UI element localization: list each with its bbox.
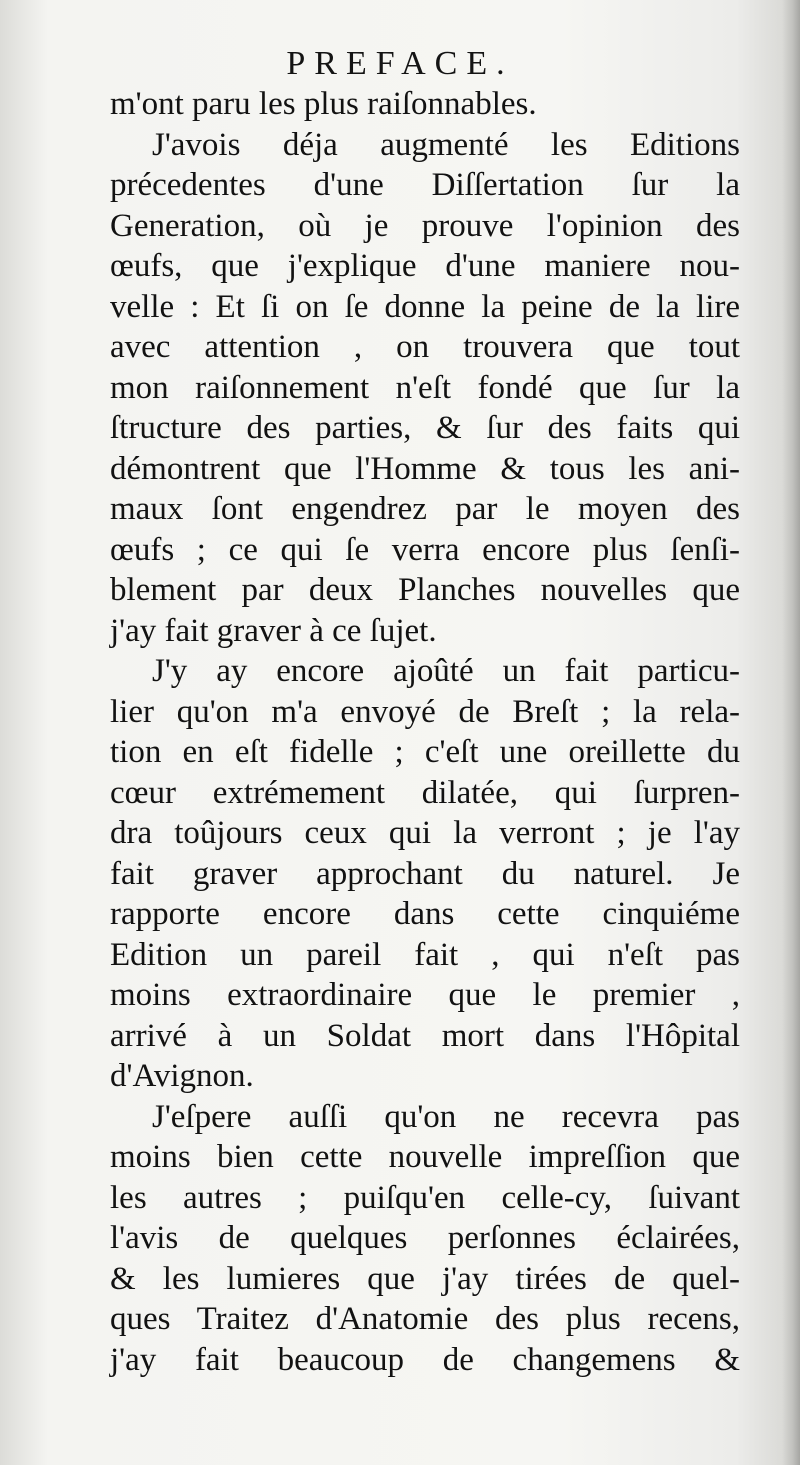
text-line: d'Avignon. bbox=[110, 1058, 254, 1094]
text-line: arrivé à un Soldat mort dans l'Hôpital bbox=[110, 1017, 740, 1054]
text-line: lier qu'on m'a envoyé de Breſt ; la rela- bbox=[110, 693, 740, 730]
text-line: cœur extrémement dilatée, qui ſurpren- bbox=[110, 774, 740, 811]
text-line: m'ont paru les plus raiſonnables. bbox=[110, 86, 537, 122]
text-line: les autres ; puiſqu'en celle-cy, ſuivant bbox=[110, 1179, 740, 1216]
text-line: l'avis de quelques perſonnes éclairées, bbox=[110, 1220, 740, 1256]
text-line: moins extraordinaire que le premier , bbox=[110, 977, 740, 1013]
body-text bbox=[110, 84, 740, 1380]
text-line: J'eſpere auſſi qu'on ne recevra pas bbox=[152, 1098, 740, 1135]
text-line: mon raiſonnement n'eſt fondé que ſur la bbox=[110, 369, 740, 406]
text-line: j'ay fait graver à ce ſujet. bbox=[110, 612, 437, 649]
text-line: J'y ay encore ajoûté un fait particu- bbox=[152, 653, 740, 689]
page-edge-shadow bbox=[782, 0, 800, 1465]
text-line: moins bien cette nouvelle impreſſion que bbox=[110, 1139, 740, 1175]
running-head: PREFACE. bbox=[286, 45, 514, 82]
text-line: rapporte encore dans cette cinquiéme bbox=[110, 896, 740, 932]
text-line: œufs, que j'explique d'une maniere nou- bbox=[110, 248, 740, 284]
text-line: ques Traitez d'Anatomie des plus recens, bbox=[110, 1301, 740, 1337]
text-line: dra toûjours ceux qui la verront ; je l'ay bbox=[110, 815, 740, 851]
text-line: maux ſont engendrez par le moyen des bbox=[110, 491, 740, 527]
text-line: avec attention , on trouvera que tout bbox=[110, 329, 740, 365]
text-line: Edition un pareil fait , qui n'eſt pas bbox=[110, 936, 740, 973]
text-line: tion en eſt fidelle ; c'eſt une oreillette du bbox=[110, 734, 740, 770]
text-line: œufs ; ce qui ſe verra encore plus ſenſi- bbox=[110, 531, 740, 568]
text-line: J'avois déja augmenté les Editions bbox=[152, 126, 740, 163]
text-line: velle : Et ſi on ſe donne la peine de la lire bbox=[110, 288, 740, 325]
text-line: j'ay fait beaucoup de changemens & bbox=[110, 1341, 740, 1378]
text-line: précedentes d'une Diſſertation ſur la bbox=[110, 167, 740, 203]
text-line: démontrent que l'Homme & tous les ani- bbox=[110, 450, 740, 487]
text-line: ſtructure des parties, & ſur des faits qui bbox=[110, 410, 740, 446]
text-line: & les lumieres que j'ay tirées de quel- bbox=[110, 1260, 740, 1297]
text-line: fait graver approchant du naturel. Je bbox=[110, 855, 740, 892]
text-line: Generation, où je prouve l'opinion des bbox=[110, 207, 740, 244]
text-line: blement par deux Planches nouvelles que bbox=[110, 572, 740, 608]
